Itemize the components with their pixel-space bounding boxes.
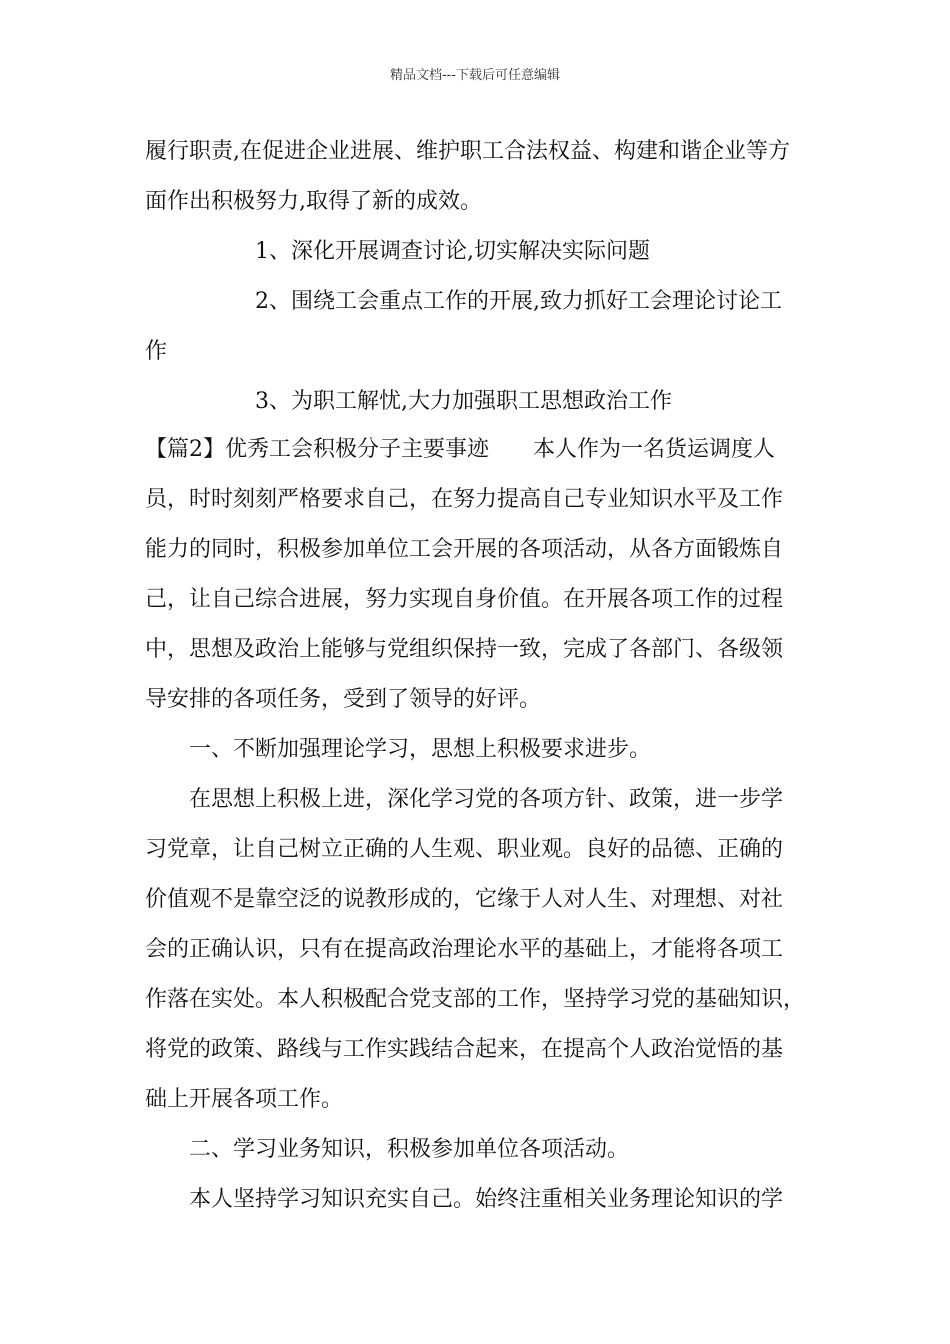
text-line-22: 本人坚持学习知识充实自己。始终注重相关业务理论知识的学 — [189, 1187, 784, 1212]
text-line-2: 面作出积极努力,取得了新的成效。 — [145, 189, 482, 214]
list-item-1: 1、深化开展调查讨论,切实解决实际问题 — [255, 239, 650, 264]
list-item-3: 3、为职工解忧,大力加强职工思想政治工作 — [255, 389, 672, 414]
text-line-17: 会的正确认识，只有在提高政治理论水平的基础上，才能将各项工 — [145, 937, 784, 962]
subheading-2: 二、学习业务知识，积极参加单位各项活动。 — [189, 1137, 630, 1162]
text-line-10: 己，让自己综合进展，努力实现自身价值。在开展各项工作的过程 — [145, 587, 784, 612]
text-line-1: 履行职责,在促进企业进展、维护职工合法权益、构建和谐企业等方 — [145, 139, 790, 164]
text-line-8: 员，时时刻刻严格要求自己，在努力提高自己专业知识水平及工作 — [145, 487, 784, 512]
section-heading-2: 【篇2】优秀工会积极分子主要事迹 本人作为一名货运调度人 — [145, 437, 775, 462]
text-line-14: 在思想上积极上进，深化学习党的各项方针、政策，进一步学 — [189, 787, 784, 812]
text-line-20: 础上开展各项工作。 — [145, 1087, 344, 1112]
text-line-12: 导安排的各项任务，受到了领导的好评。 — [145, 687, 542, 712]
text-line-5: 作 — [145, 339, 168, 364]
subheading-1: 一、不断加强理论学习，思想上积极要求进步。 — [189, 737, 652, 762]
text-line-16: 价值观不是靠空泛的说教形成的，它缘于人对人生、对理想、对社 — [145, 887, 784, 912]
text-line-18: 作落在实处。本人积极配合党支部的工作，坚持学习党的基础知识， — [145, 987, 806, 1012]
page-header: 精品文档---下载后可任意编辑 — [389, 68, 561, 83]
list-item-2: 2、围绕工会重点工作的开展,致力抓好工会理论讨论工 — [255, 289, 782, 314]
text-line-11: 中，思想及政治上能够与党组织保持一致，完成了各部门、各级领 — [145, 637, 784, 662]
text-line-9: 能力的同时，积极参加单位工会开展的各项活动，从各方面锻炼自 — [145, 537, 784, 562]
text-line-15: 习党章，让自己树立正确的人生观、职业观。良好的品德、正确的 — [145, 837, 784, 862]
text-line-19: 将党的政策、路线与工作实践结合起来，在提高个人政治觉悟的基 — [145, 1037, 784, 1062]
